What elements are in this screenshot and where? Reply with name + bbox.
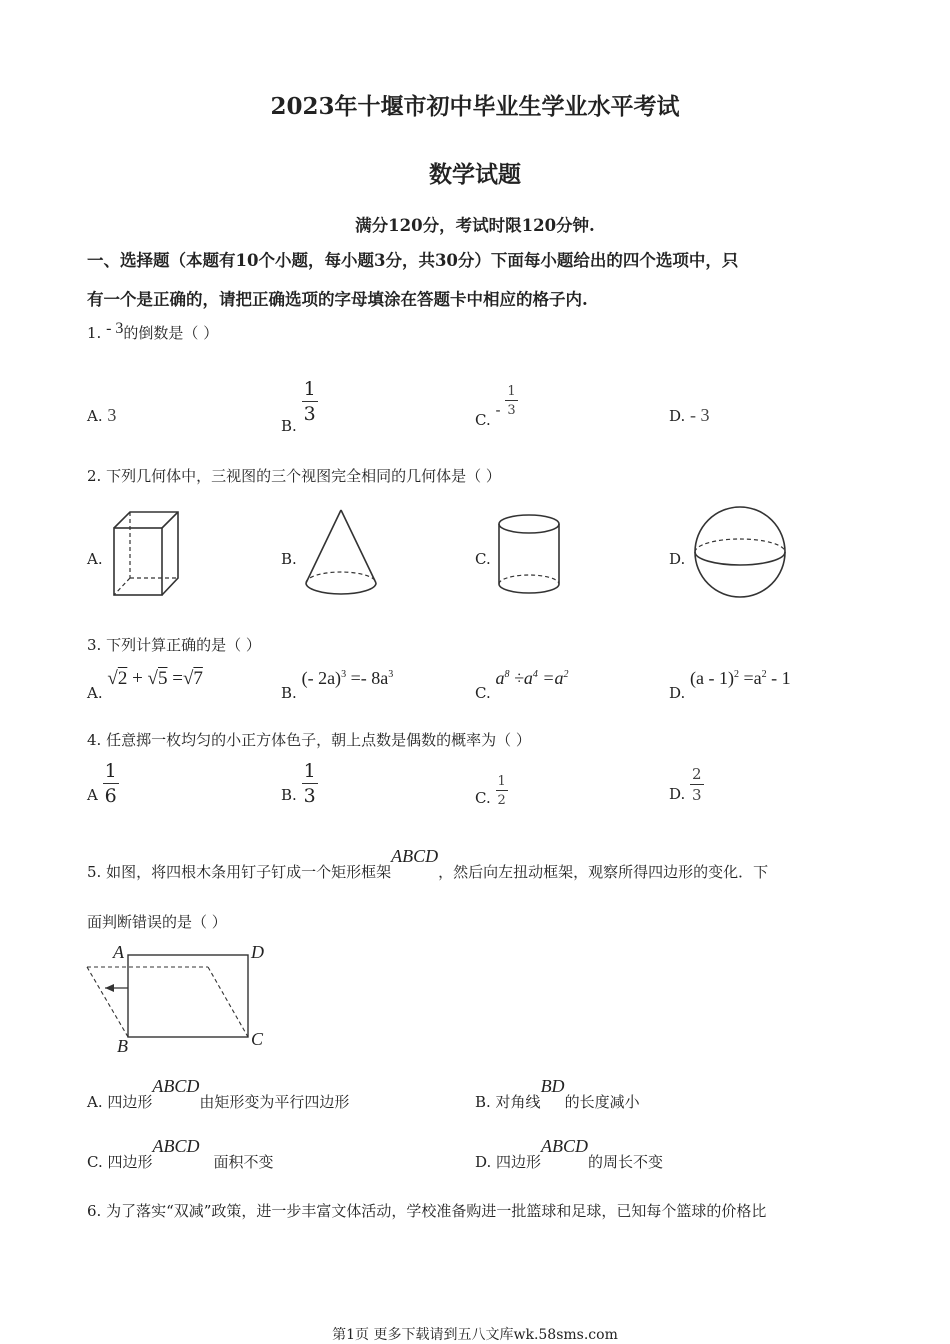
q3-b-exponent: 3 <box>341 669 347 680</box>
subject-title: 数学试题 <box>429 161 521 188</box>
q5-stem-line1 <box>87 846 769 881</box>
q1-b-numerator: 1 <box>303 378 316 400</box>
q5-option-a <box>87 1076 350 1111</box>
q1-option-a <box>87 405 116 426</box>
q1-c-label: C. <box>475 411 491 429</box>
q3-c-divisor: ÷a <box>509 668 533 688</box>
q3-b-label: B. <box>281 684 297 702</box>
q3-b-base: (- 2a) <box>301 668 342 688</box>
q3-c-expression <box>496 668 569 688</box>
q1-expr: - 3 <box>106 320 124 337</box>
q1-a-label: A. <box>87 407 103 425</box>
q4-b-denominator: 3 <box>303 785 316 807</box>
section1-line2: 有一个是正确的，请把正确选项的字母填涂在答题卡中相应的格子内. <box>87 290 588 309</box>
q2-c-label: C. <box>475 550 491 568</box>
q5-option-b <box>475 1076 640 1111</box>
q2-stem: 2. 下列几何体中，三视图的三个视图完全相同的几何体是（ ） <box>87 467 501 485</box>
q3-b-rhs: =- 8a <box>346 668 389 688</box>
q1-option-d <box>669 405 710 426</box>
q5-stem-line2: 面判断错误的是（ ） <box>87 913 227 931</box>
q4-c-fraction <box>496 775 508 807</box>
q3-c-base: a <box>495 668 505 688</box>
q4-a-fraction <box>103 762 119 806</box>
q5-b-text1: B. 对角线 <box>475 1093 541 1111</box>
q3-a-equals: = <box>172 668 183 689</box>
q5-c-text1: C. 四边形 <box>87 1153 153 1171</box>
q1-number: 1. <box>87 324 102 342</box>
q3-d-exp1: 2 <box>734 669 740 680</box>
q6-stem: 6. 为了落实“双减”政策，进一步丰富文体活动，学校准备购进一批篮球和足球，已知每个篮球的价格比 <box>87 1202 767 1220</box>
q4-b-label: B. <box>281 786 297 804</box>
q4-c-denominator: 2 <box>497 793 506 808</box>
q3-c-exp2: 4 <box>532 669 538 680</box>
q1-c-denominator: 3 <box>507 403 516 418</box>
q3-option-b <box>281 668 394 702</box>
q4-d-label: D. <box>669 785 686 803</box>
sphere-figure <box>692 504 788 600</box>
cone-figure <box>303 508 379 598</box>
q5-d-text1: D. 四边形 <box>475 1153 542 1171</box>
figure-label-d: D <box>251 942 264 962</box>
q3-stem: 3. 下列计算正确的是（ ） <box>87 636 261 654</box>
q1-option-b <box>281 378 318 435</box>
exam-info: 满分120分，考试时限120分钟. <box>355 216 595 235</box>
q2-d-label: D. <box>669 550 686 568</box>
q3-a-expression: √2 + √5 =√7 <box>107 668 203 689</box>
q4-c-numerator: 1 <box>497 774 506 789</box>
q5-d-math: ABCD <box>541 1136 589 1156</box>
q5-option-d <box>475 1136 664 1171</box>
q3-d-label: D. <box>669 684 686 702</box>
q4-option-a <box>87 762 119 806</box>
q3-b-expression <box>302 668 394 688</box>
q1-stem-text: 的倒数是（ ） <box>123 324 219 342</box>
section1-line1: 一、选择题（本题有10个小题，每小题3分，共30分）下面每小题给出的四个选项中，只 <box>87 251 739 270</box>
q5-a-math: ABCD <box>152 1076 200 1096</box>
q3-d-exp2: 2 <box>761 669 767 680</box>
q1-a-value: 3 <box>107 405 117 425</box>
q3-c-result: =a <box>537 668 564 688</box>
q4-a-numerator: 1 <box>104 760 117 782</box>
q4-c-label: C. <box>475 789 491 807</box>
q5-c-math: ABCD <box>152 1136 200 1156</box>
q4-d-fraction <box>690 767 704 803</box>
q5-a-text1: A. 四边形 <box>87 1093 153 1111</box>
q4-b-numerator: 1 <box>303 760 316 782</box>
q1-stem <box>87 322 218 343</box>
q3-d-lhs: (a - 1) <box>690 668 735 688</box>
q3-d-expression <box>690 668 791 688</box>
q1-d-value: - 3 <box>690 405 710 425</box>
q3-a-radicand3: 7 <box>193 668 203 689</box>
q5-d-text2: 的周长不变 <box>588 1153 664 1171</box>
q5-option-c <box>87 1136 274 1171</box>
q5-b-text2: 的长度减小 <box>564 1093 640 1111</box>
q4-a-label: A <box>87 786 98 804</box>
q3-a-radicand1: 2 <box>117 668 128 689</box>
q2-a-label: A. <box>87 550 103 568</box>
q4-option-b <box>281 762 318 806</box>
q1-c-sign: - <box>495 401 501 419</box>
q4-d-denominator: 3 <box>692 786 702 804</box>
q5-stem-math: ABCD <box>391 846 439 866</box>
q1-d-label: D. <box>669 407 686 425</box>
q3-d-rhs: =a <box>739 668 762 688</box>
q4-stem: 4. 任意掷一枚均匀的小正方体色子，朝上点数是偶数的概率为（ ） <box>87 731 531 749</box>
q5-stem-part1: 5. 如图，将四根木条用钉子钉成一个矩形框架 <box>87 863 392 881</box>
q3-option-d <box>669 668 791 702</box>
q3-d-tail: - 1 <box>766 668 791 688</box>
q1-b-fraction <box>302 380 318 424</box>
q3-a-label: A. <box>87 684 103 702</box>
exam-title: 2023年十堰市初中毕业生学业水平考试 <box>270 93 680 120</box>
q5-c-text2: 面积不变 <box>213 1153 274 1171</box>
figure-label-c: C <box>251 1029 264 1049</box>
q1-c-fraction <box>505 385 517 417</box>
q3-c-exp1: 8 <box>504 669 510 680</box>
q1-option-c <box>475 384 518 429</box>
cuboid-figure <box>110 510 182 600</box>
q1-b-denominator: 3 <box>303 403 316 425</box>
q3-a-plus: + <box>132 668 143 689</box>
q4-d-numerator: 2 <box>692 765 702 783</box>
q1-c-numerator: 1 <box>507 384 516 399</box>
q5-stem-part2: ，然后向左扭动框架，观察所得四边形的变化．下 <box>438 863 769 881</box>
q3-c-label: C. <box>475 684 491 702</box>
q3-option-c <box>475 668 569 702</box>
q3-b-rhs-exponent: 3 <box>388 669 394 680</box>
q5-b-math: BD <box>540 1076 565 1096</box>
figure-label-b: B <box>117 1036 128 1056</box>
q3-option-a <box>87 668 203 702</box>
q3-a-radicand2: 5 <box>157 668 168 689</box>
q2-b-label: B. <box>281 550 297 568</box>
q4-option-c <box>475 775 508 807</box>
cylinder-figure <box>497 512 561 602</box>
q1-b-label: B. <box>281 417 297 435</box>
q3-c-exp3: 2 <box>563 669 569 680</box>
figure-label-a: A <box>113 942 124 962</box>
q4-b-fraction <box>302 762 318 806</box>
q4-option-d <box>669 767 704 803</box>
page-footer: 第1页 更多下载请到五八文库wk.58sms.com <box>332 1327 618 1343</box>
q4-a-denominator: 6 <box>104 785 117 807</box>
q5-a-text2: 由矩形变为平行四边形 <box>199 1093 350 1111</box>
